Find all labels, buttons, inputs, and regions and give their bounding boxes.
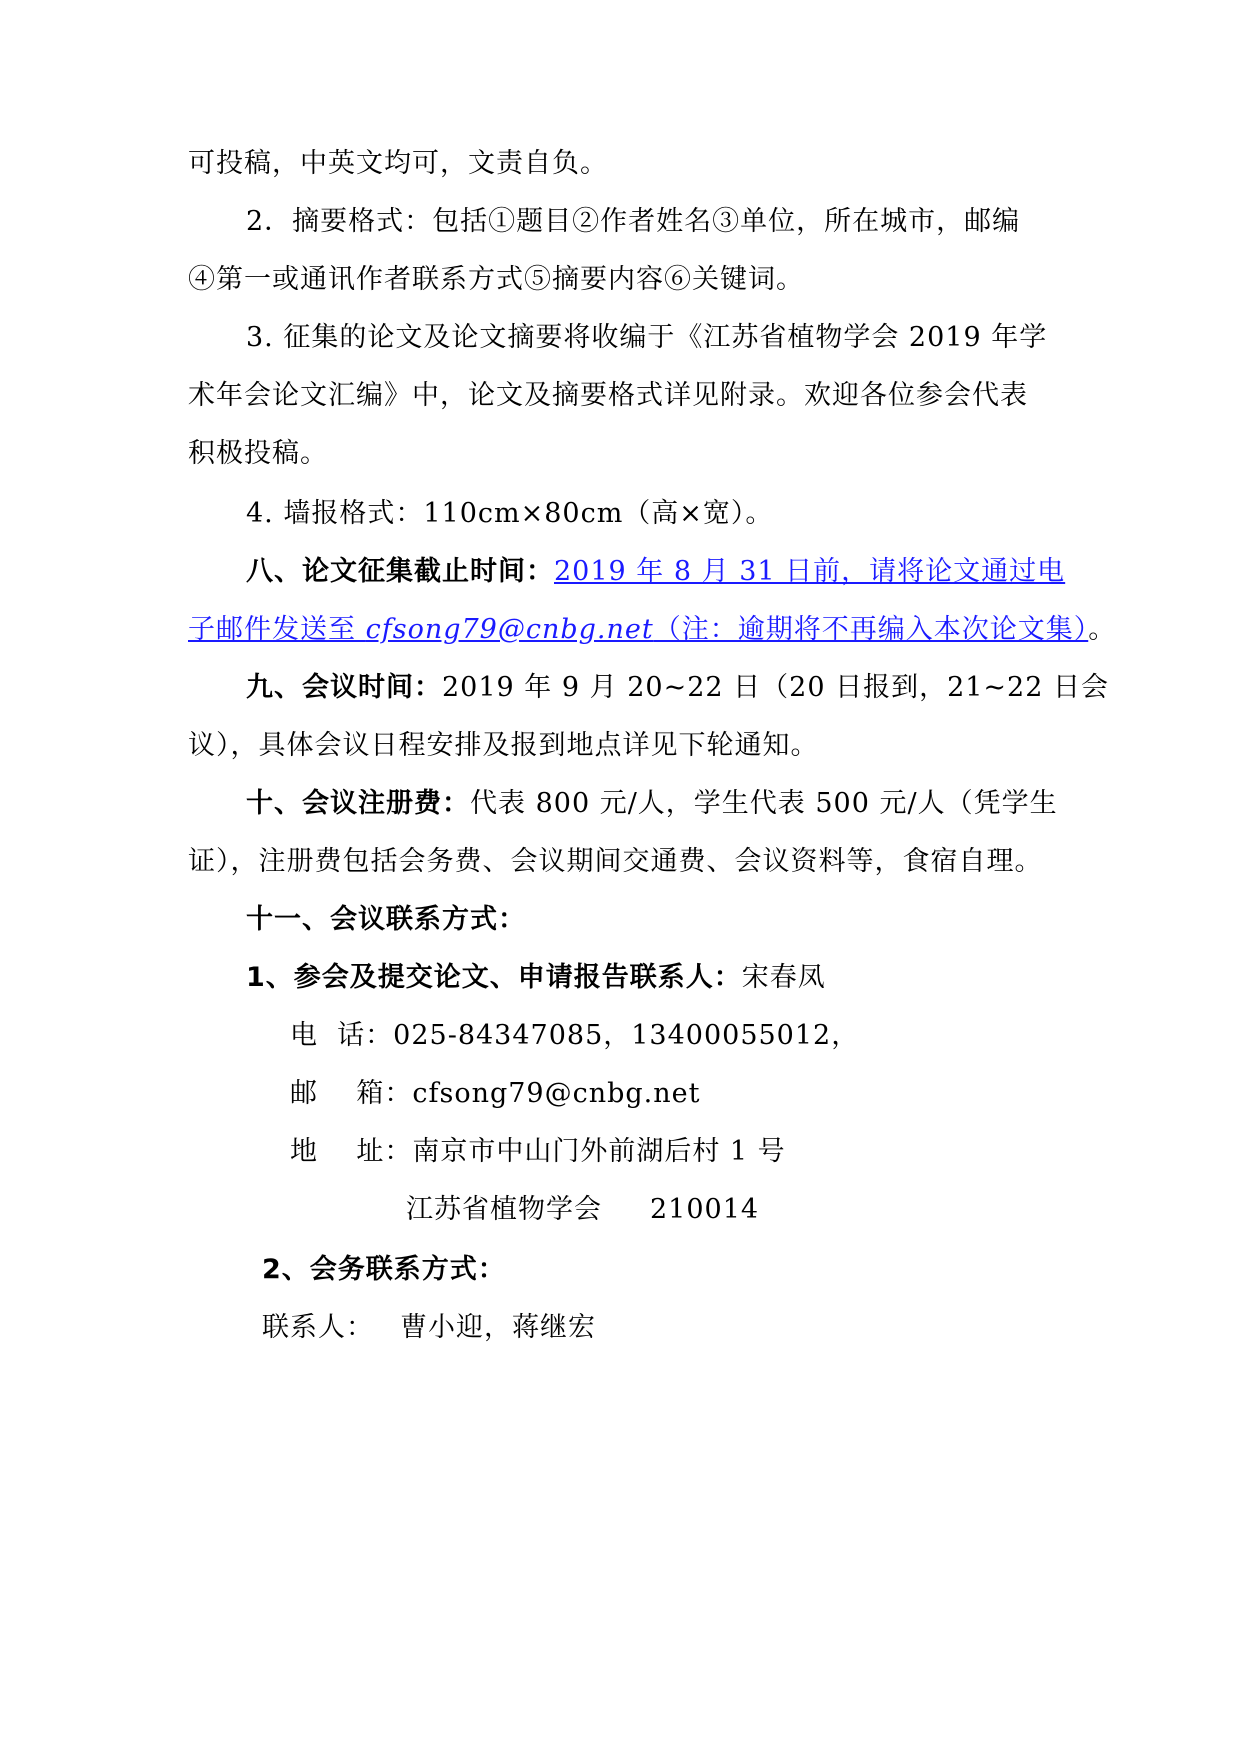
period: 。 — [1088, 614, 1117, 645]
paragraph-line: ④第一或通讯作者联系方式⑤摘要内容⑥关键词。 — [188, 264, 804, 295]
section-heading-contact: 十一、会议联系方式： — [246, 904, 526, 935]
email-line — [290, 1074, 1160, 1114]
address-label: 地 址： — [290, 1136, 413, 1167]
section-heading: 九、会议时间： — [246, 672, 442, 703]
section-deadline — [246, 552, 1116, 592]
email-value[interactable]: cfsong79@cnbg.net — [412, 1078, 701, 1109]
phone-value: 025-84347085，13400055012， — [393, 1020, 860, 1051]
org-name: 江苏省植物学会 — [406, 1194, 602, 1225]
paragraph-line: 积极投稿。 — [188, 438, 328, 469]
link-text: （注：逾期将不再编入本次论文集） — [653, 614, 1089, 645]
section-heading: 十、会议注册费： — [246, 788, 470, 819]
phone-label: 电 话： — [290, 1020, 394, 1051]
paragraph-line: 术年会论文汇编》中，论文及摘要格式详见附录。欢迎各位参会代表 — [188, 380, 1028, 411]
org-line — [406, 1190, 1240, 1230]
paragraph-line: 可投稿，中英文均可，文责自负。 — [188, 148, 608, 179]
contact2-names: 曹小迎，蒋继宏 — [400, 1312, 596, 1343]
section-deadline-cont — [188, 610, 1117, 650]
deadline-link-cont[interactable] — [188, 614, 1088, 645]
poster-format-item: 4. 墙报格式：110cm×80cm（高×宽）。 — [246, 498, 774, 529]
proceedings-item: 3. 征集的论文及论文摘要将收编于《江苏省植物学会 2019 年学 — [246, 322, 1048, 353]
postcode: 210014 — [650, 1194, 760, 1225]
section-registration-fee — [246, 784, 1116, 824]
contact2-label: 联系人： — [262, 1312, 374, 1343]
paragraph-line: 议），具体会议日程安排及报到地点详见下轮通知。 — [188, 730, 819, 761]
deadline-link[interactable]: 2019 年 8 月 31 日前，请将论文通过电 — [554, 556, 1066, 587]
contact2-heading: 2、会务联系方式： — [262, 1254, 506, 1285]
paragraph-line: 证），注册费包括会务费、会议期间交通费、会议资料等，食宿自理。 — [188, 846, 1043, 877]
address-value: 南京市中山门外前湖后村 1 号 — [412, 1136, 786, 1167]
section-meeting-time — [246, 668, 1116, 708]
abstract-format-item: 2．摘要格式：包括①题目②作者姓名③单位，所在城市，邮编 — [246, 206, 1021, 237]
phone-line — [290, 1016, 1160, 1056]
contact2-line — [262, 1308, 1132, 1348]
meeting-time-text: 2019 年 9 月 20~22 日（20 日报到，21~22 日会 — [442, 672, 1109, 703]
link-text: 子邮件发送至 — [188, 614, 366, 645]
contact1-name: 宋春凤 — [741, 962, 826, 993]
section-heading: 八、论文征集截止时间： — [246, 556, 554, 587]
contact1-heading: 1、参会及提交论文、申请报告联系人： — [246, 962, 742, 993]
email-label: 邮 箱： — [290, 1078, 413, 1109]
email-link[interactable]: cfsong79@cnbg.net — [365, 614, 654, 645]
contact1-heading-line — [246, 958, 1116, 998]
fee-text: 代表 800 元/人，学生代表 500 元/人（凭学生 — [470, 788, 1058, 819]
address-line — [290, 1132, 1160, 1172]
